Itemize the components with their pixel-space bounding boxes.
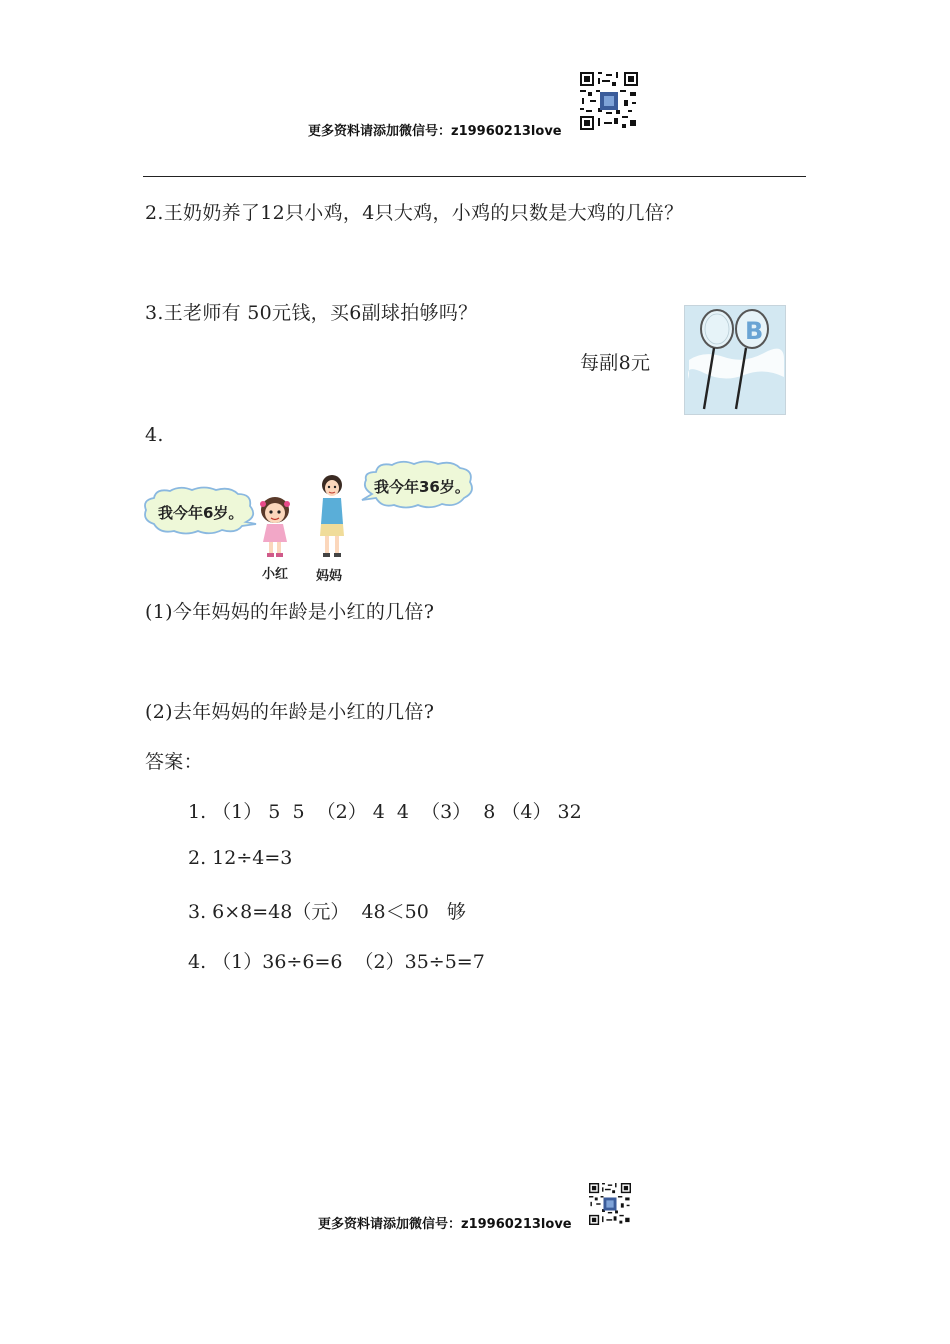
answer-line-1: 1. （1） 5 5 （2） 4 4 （3） 8 （4） 32 <box>188 801 582 823</box>
question-2: 2.王奶奶养了12只小鸡，4只大鸡，小鸡的只数是大鸡的几倍？ <box>145 202 684 224</box>
mom-name-label: 妈妈 <box>316 569 343 584</box>
question-4: 4. <box>145 424 164 446</box>
answer-line-2: 2. 12÷4=3 <box>188 847 293 869</box>
mom-bubble-text: 我今年36岁。 <box>374 478 470 496</box>
answer-line-4: 4. （1）36÷6=6 （2）35÷5=7 <box>188 951 485 973</box>
header-wechat-text: 更多资料请添加微信号：z19960213love <box>308 124 562 139</box>
question-3-price: 每副8元 <box>580 352 651 374</box>
header-divider <box>143 176 806 177</box>
header-qr-code-icon <box>580 72 638 130</box>
mom-figure <box>314 474 350 560</box>
girl-bubble-text: 我今年6岁。 <box>158 504 244 522</box>
footer-wechat-text: 更多资料请添加微信号：z19960213love <box>318 1217 572 1232</box>
answer-line-3: 3. 6×8=48（元） 48＜50 够 <box>188 901 466 923</box>
girl-name-label: 小红 <box>262 567 289 582</box>
answers-title: 答案： <box>145 751 203 773</box>
racket-letter: B <box>745 317 764 345</box>
badminton-rackets-image <box>684 305 786 415</box>
question-3: 3.王老师有 50元钱，买6副球拍够吗？ <box>145 302 478 324</box>
girl-xiaohong-figure <box>256 496 294 560</box>
footer-qr-code-icon <box>589 1183 631 1225</box>
question-4-sub-2: (2)去年妈妈的年龄是小红的几倍? <box>145 701 435 723</box>
question-4-sub-1: (1)今年妈妈的年龄是小红的几倍? <box>145 601 435 623</box>
